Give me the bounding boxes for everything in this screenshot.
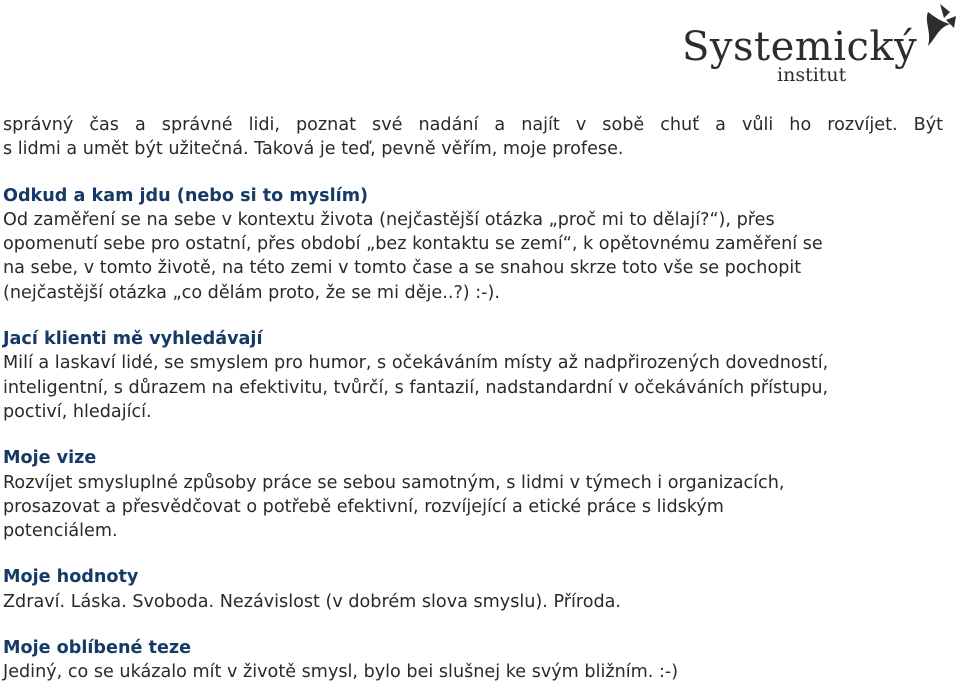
- section-heading-klienti: Jací klienti mě vyhledávají: [3, 329, 263, 350]
- section-line: Od zaměření se na sebe v kontextu života (nejčastější otázka „proč mi to dělají?“), přes: [3, 209, 775, 230]
- section-line: Milí a laskaví lidé, se smyslem pro humor, s očekáváním místy až nadpřirozených dovedností,: [3, 353, 829, 374]
- section-heading-hodnoty: Moje hodnoty: [3, 567, 139, 588]
- section-line: Zdraví. Láska. Svoboda. Nezávislost (v dobrém slova smyslu). Příroda.: [3, 591, 622, 612]
- logo-mark-icon: [910, 2, 958, 62]
- section-line: (nejčastější otázka „co dělám proto, že se mi děje..?) :-).: [3, 282, 500, 303]
- section-line: Jediný, co se ukázalo mít v životě smysl, bylo bei slušnej ke svým bližním. :-): [3, 662, 679, 683]
- logo-subtitle: institut: [777, 64, 847, 86]
- section-line: opomenutí sebe pro ostatní, přes období „bez kontaktu se zemí“, k opětovnému zaměření se: [3, 234, 823, 255]
- document-body: [3, 113, 943, 685]
- section-line: na sebe, v tomto životě, na této zemi v tomto čase a se snahou skrze toto vše se pochopit: [3, 258, 802, 279]
- section-line: potenciálem.: [3, 521, 118, 542]
- section-line: poctiví, hledající.: [3, 401, 152, 422]
- section-line: prosazovat a přesvědčovat o potřebě efektivní, rozvíjející a etické práce s lidským: [3, 496, 724, 517]
- section-line: Rozvíjet smysluplné způsoby práce se sebou samotným, s lidmi v týmech i organizacích,: [3, 472, 785, 493]
- section-line: inteligentní, s důrazem na efektivitu, tvůrčí, s fantazií, nadstandardní v očekáváních přístupu,: [3, 377, 829, 398]
- systemicky-institut-logo: [682, 2, 958, 86]
- logo-wordmark: Systemický: [682, 24, 918, 70]
- section-heading-teze: Moje oblíbené teze: [3, 638, 192, 659]
- section-heading-vize: Moje vize: [3, 448, 97, 469]
- section-heading-odkud: Odkud a kam jdu (nebo si to myslím): [3, 185, 369, 206]
- intro-line-1: správný čas a správné lidi, poznat své nadání a najít v sobě chuť a vůli ho rozvíjet. Být: [3, 115, 943, 135]
- intro-line-2: s lidmi a umět být užitečná. Taková je teď, pevně věřím, moje profese.: [3, 139, 624, 160]
